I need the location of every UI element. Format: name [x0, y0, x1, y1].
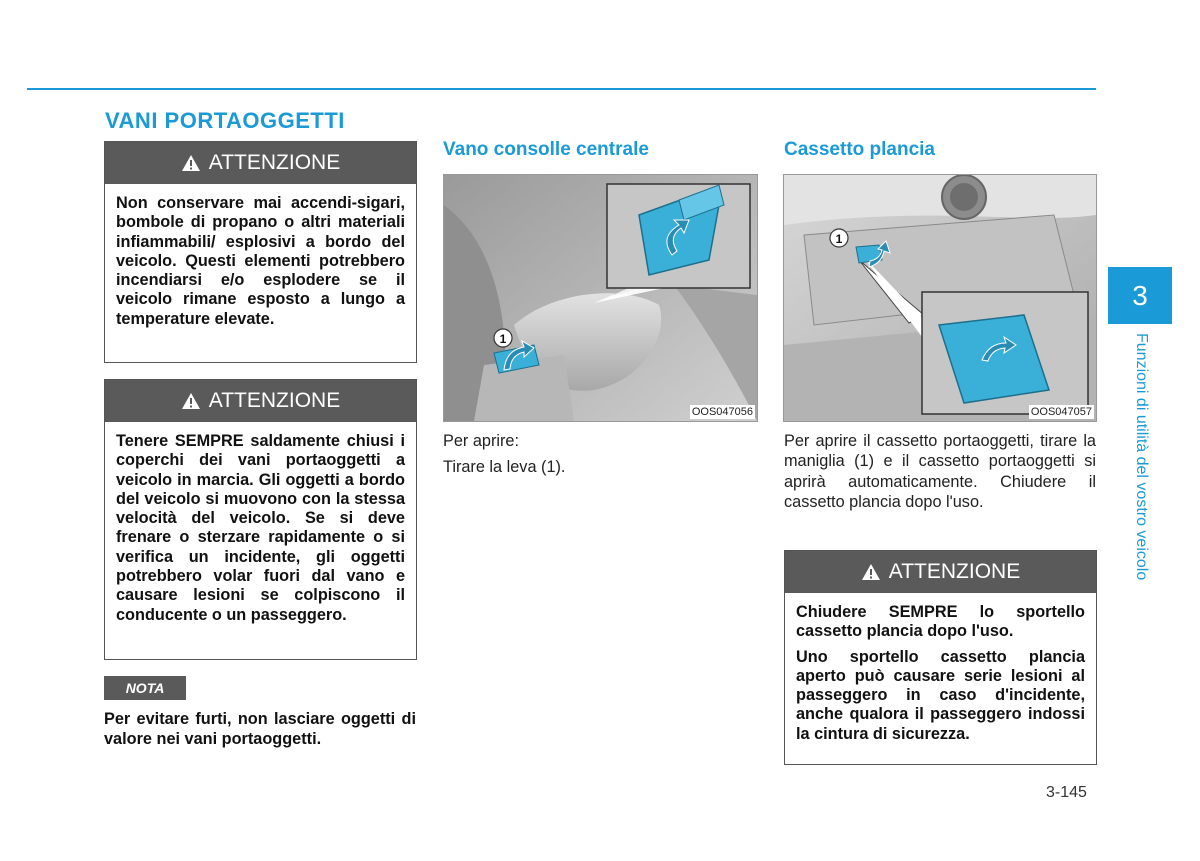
warning-triangle-icon — [861, 563, 881, 581]
warning-title: ATTENZIONE — [888, 560, 1021, 583]
chapter-label: Funzioni di utilità del vostro veicolo — [1133, 333, 1150, 581]
warning-box-lids — [104, 379, 417, 660]
console-photo — [443, 174, 758, 422]
instruction-line: Per aprire: — [443, 432, 520, 450]
warning-box-flammables — [104, 141, 417, 363]
warning-paragraph: Uno sportello cassetto plancia aperto può causare serie lesioni al passeggero in caso d'incidente, anche qualora il passeggero indossi la cintura di sicurezza. — [796, 647, 1085, 743]
section-title: VANI PORTAOGGETTI — [105, 108, 345, 133]
image-code: OOS047056 — [691, 406, 753, 418]
console-instructions — [443, 431, 756, 484]
glovebox-photo — [783, 174, 1097, 422]
image-code: OOS047057 — [1030, 406, 1092, 418]
warning-title: ATTENZIONE — [208, 389, 341, 412]
instruction-line: Tirare la leva (1). — [443, 458, 566, 477]
warning-box-glovebox — [784, 550, 1097, 765]
page-number: 3-145 — [1046, 784, 1087, 801]
nota-badge: NOTA — [104, 676, 186, 700]
warning-triangle-icon — [181, 154, 201, 172]
warning-header — [105, 142, 416, 184]
warning-text: Tenere SEMPRE saldamente chiusi i coperchi dei vani portaoggetti a veicolo in marcia. Gli oggetti a bordo del veicolo si muovono con la stessa velocità del veicolo. Se si deve frenare o sterzare rapidamente o si verifica un incidente, gli oggetti potrebbero volar fuori dal vano e causare lesioni se colpiscono il conducente o un passeggero. — [116, 432, 405, 624]
header-rule — [27, 88, 1096, 90]
glovebox-title: Cassetto plancia — [784, 139, 935, 160]
callout-number: 1 — [835, 232, 843, 246]
warning-text — [785, 593, 1096, 758]
callout-number: 1 — [499, 332, 507, 346]
nota-text: Per evitare furti, non lasciare oggetti di valore nei vani portaoggetti. — [104, 710, 416, 748]
console-title: Vano consolle centrale — [443, 139, 649, 160]
warning-title: ATTENZIONE — [208, 151, 341, 174]
warning-triangle-icon — [181, 392, 201, 410]
warning-header — [785, 551, 1096, 593]
warning-text: Non conservare mai accendi-sigari, bombole di propano o altri materiali infiammabili/ esplosivi a bordo del veicolo. Questi elementi potrebbero incendiarsi e/o esplodere se il veicolo rimane esposto a lungo a temperature elevate. — [116, 194, 405, 328]
chapter-tab: 3 — [1108, 267, 1172, 324]
warning-header — [105, 380, 416, 422]
glovebox-instructions: Per aprire il cassetto portaoggetti, tirare la maniglia (1) e il cassetto portaoggetti si aprirà automaticamente. Chiudere il cassetto plancia dopo l'uso. — [784, 432, 1096, 512]
warning-paragraph: Chiudere SEMPRE lo sportello cassetto plancia dopo l'uso. — [796, 603, 1085, 641]
